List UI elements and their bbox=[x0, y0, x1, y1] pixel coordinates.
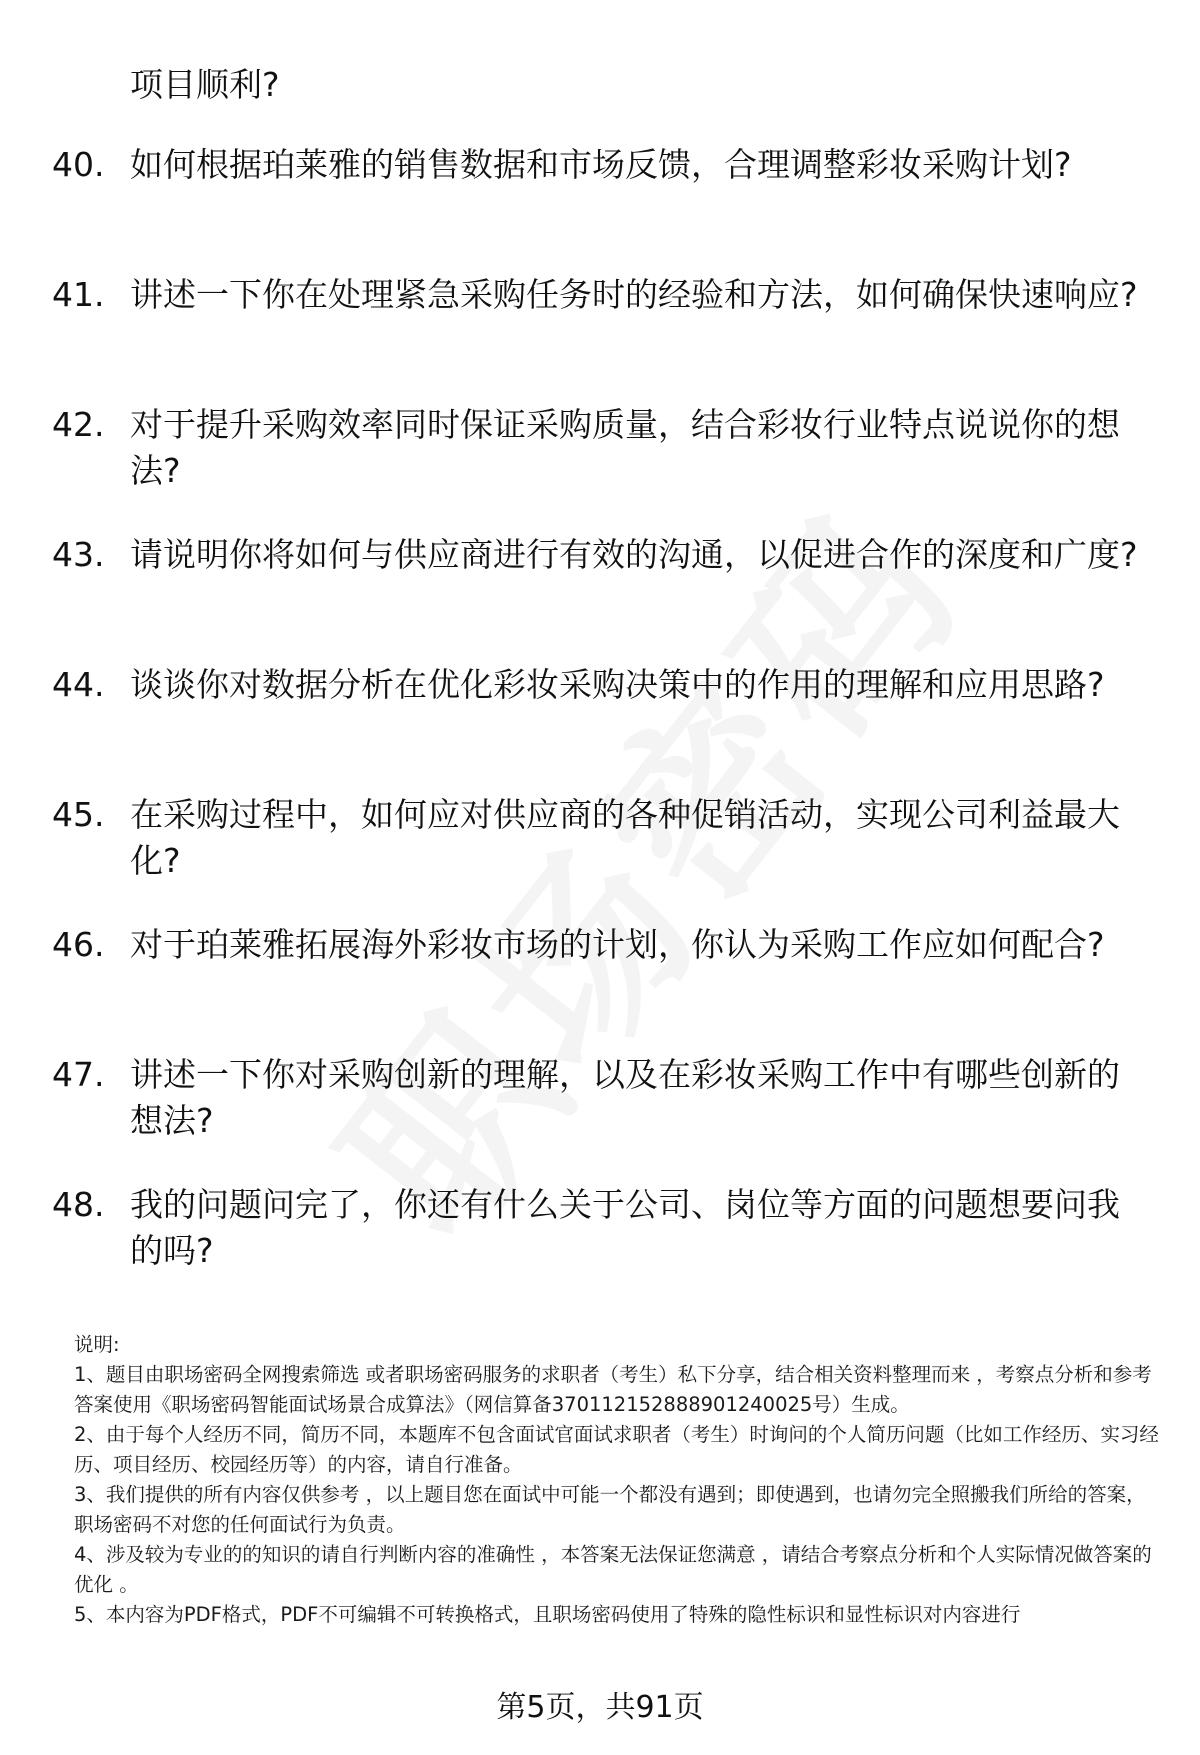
question-text: 对于提升采购效率同时保证采购质量，结合彩妆行业特点说说你的想法? bbox=[130, 405, 1120, 490]
page-number: 第5页，共91页 bbox=[496, 1690, 704, 1725]
disclaimer-notes bbox=[74, 1330, 1164, 1630]
question-text: 请说明你将如何与供应商进行有效的沟通，以促进合作的深度和广度? bbox=[130, 535, 1138, 574]
note-item: 2、由于每个人经历不同，简历不同，本题库不包含面试官面试求职者（考生）时询问的个人简历问题（比如工作经历、实习经历、项目经历、校园经历等）的内容，请自行准备。 bbox=[74, 1423, 1159, 1476]
question-number: 41. bbox=[52, 275, 105, 314]
note-item: 5、本内容为PDF格式，PDF不可编辑不可转换格式，且职场密码使用了特殊的隐性标识和显性标识对内容进行 bbox=[74, 1603, 1021, 1626]
question-number: 43. bbox=[52, 535, 105, 574]
question-list bbox=[0, 142, 1200, 1312]
question-text: 对于珀莱雅拓展海外彩妆市场的计划，你认为采购工作应如何配合? bbox=[130, 925, 1105, 964]
question-item bbox=[0, 142, 1200, 272]
question-text: 谈谈你对数据分析在优化彩妆采购决策中的作用的理解和应用思路? bbox=[130, 665, 1105, 704]
question-item bbox=[0, 1182, 1200, 1312]
note-item: 1、题目由职场密码全网搜索筛选 或者职场密码服务的求职者（考生）私下分享，结合相关资料整理而来 ，考察点分析和参考答案使用《职场密码智能面试场景合成算法》（网信算备370112152888901240025号）生成。 bbox=[74, 1363, 1152, 1416]
question-number: 44. bbox=[52, 665, 105, 704]
note-item: 3、我们提供的所有内容仅供参考 ，以上题目您在面试中可能一个都没有遇到；即使遇到，也请勿完全照搬我们所给的答案，职场密码不对您的任何面试行为负责。 bbox=[74, 1483, 1146, 1536]
note-item: 4、涉及较为专业的的知识的请自行判断内容的准确性 ，本答案无法保证您满意 ，请结合考察点分析和个人实际情况做答案的优化 。 bbox=[74, 1543, 1152, 1596]
question-item bbox=[0, 532, 1200, 662]
question-number: 48. bbox=[52, 1185, 105, 1224]
question-item bbox=[0, 402, 1200, 532]
question-text: 讲述一下你对采购创新的理解，以及在彩妆采购工作中有哪些创新的想法? bbox=[130, 1055, 1120, 1140]
question-number: 45. bbox=[52, 795, 105, 834]
question-item bbox=[0, 1052, 1200, 1182]
question-text: 在采购过程中，如何应对供应商的各种促销活动，实现公司利益最大化? bbox=[130, 795, 1120, 880]
question-number: 47. bbox=[52, 1055, 105, 1094]
question-number: 42. bbox=[52, 405, 105, 444]
question-item bbox=[0, 662, 1200, 792]
notes-title: 说明: bbox=[74, 1333, 120, 1356]
question-item bbox=[0, 922, 1200, 1052]
question-text: 我的问题问完了，你还有什么关于公司、岗位等方面的问题想要问我的吗? bbox=[130, 1185, 1120, 1270]
question-item bbox=[0, 272, 1200, 402]
question-text: 如何根据珀莱雅的销售数据和市场反馈，合理调整彩妆采购计划? bbox=[130, 145, 1072, 184]
question-item bbox=[0, 792, 1200, 922]
question-text: 讲述一下你在处理紧急采购任务时的经验和方法，如何确保快速响应? bbox=[130, 275, 1138, 314]
question-number: 46. bbox=[52, 925, 105, 964]
question-39-continuation: 项目顺利? bbox=[130, 65, 280, 104]
question-number: 40. bbox=[52, 145, 105, 184]
